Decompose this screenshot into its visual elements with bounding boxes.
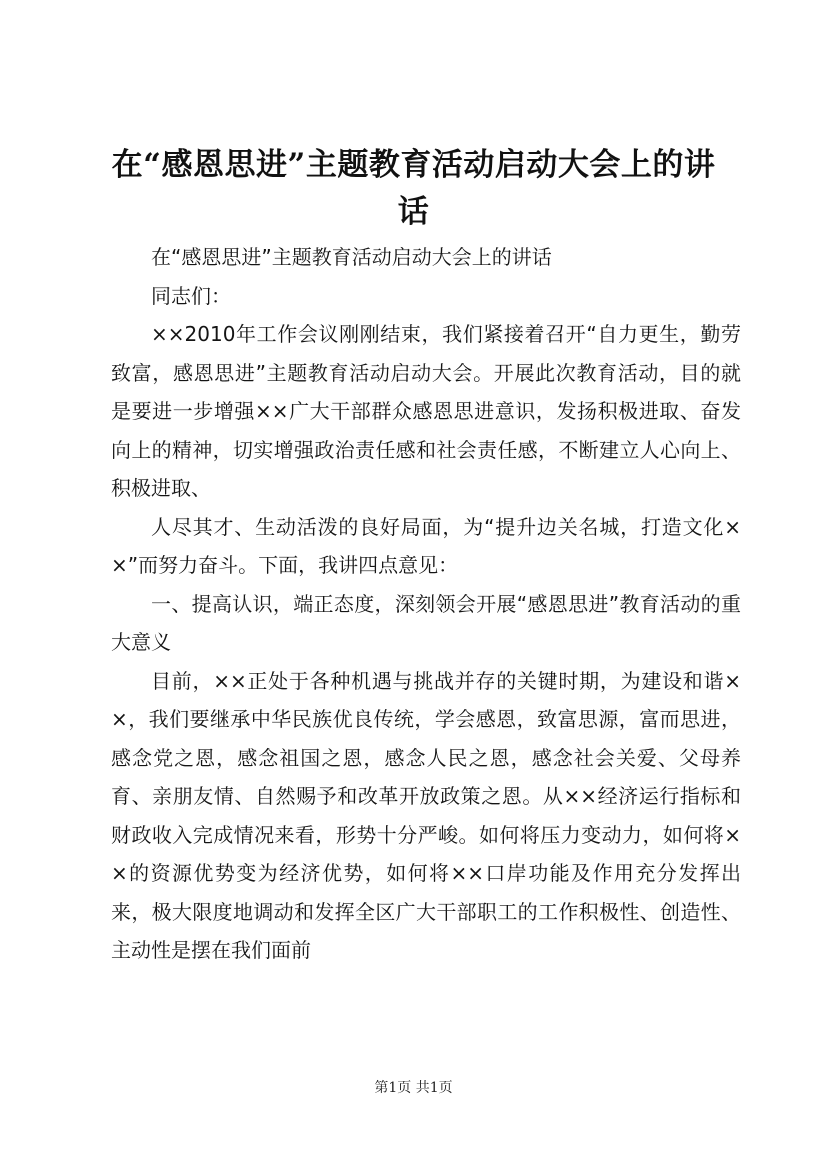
paragraph-salutation: 同志们： xyxy=(151,283,231,308)
document-title: 在“感恩思进”主题教育活动启动大会上的讲话 xyxy=(111,147,716,230)
paragraph-continuation: 人尽其才、生动活泼的良好局面，为“提升边关名城，打造文化××”而努力奋斗。下面，我讲四点意见： xyxy=(111,514,741,577)
paragraph-body: 目前，××正处于各种机遇与挑战并存的关键时期，为建设和谐××，我们要继承中华民族优良传统，学会感恩，致富思源，富而思进，感念党之恩，感念祖国之恩，感念人民之恩，感念社会关爱、父母养育、亲朋友情、自然赐予和改革开放政策之恩。从××经济运行指标和财政收入完成情况来看，形势十分严峻。如何将压力变动力，如何将××的资源优势变为经济优势，如何将××口岸功能及作用充分发挥出来，极大限度地调动和发挥全区广大干部职工的工作积极性、创造性、主动性是摆在我们面前 xyxy=(111,668,741,962)
document-body xyxy=(111,238,741,970)
paragraph-section-heading: 一、提高认识，端正态度，深刻领会开展“感恩思进”教育活动的重大意义 xyxy=(111,591,741,654)
page-footer: 第1页 共1页 xyxy=(374,1080,453,1096)
paragraph-intro: ××2010年工作会议刚刚结束，我们紧接着召开“自力更生，勤劳致富，感恩思进”主题教育活动启动大会。开展此次教育活动，目的就是要进一步增强××广大干部群众感恩思进意识，发扬积极进取、奋发向上的精神，切实增强政治责任感和社会责任感，不断建立人心向上、积极进取、 xyxy=(111,322,741,500)
paragraph-subtitle: 在“感恩思进”主题教育活动启动大会上的讲话 xyxy=(151,245,552,269)
